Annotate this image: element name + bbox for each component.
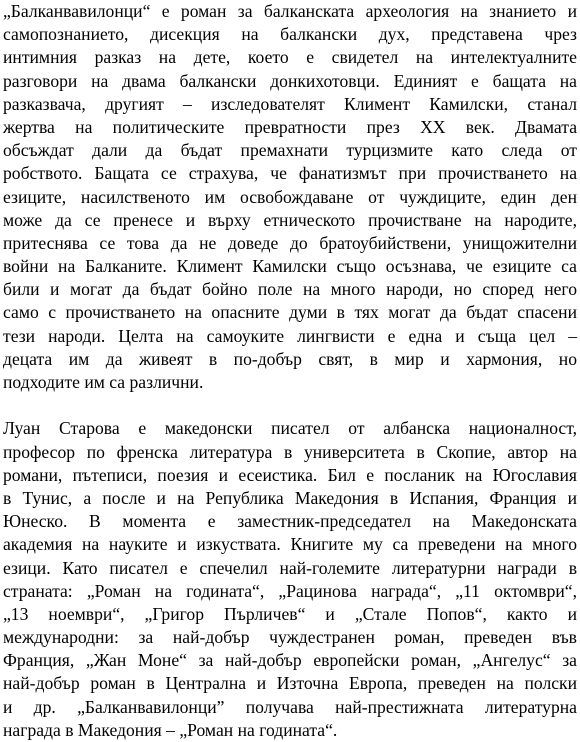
text-line: самопознанието, дисекция на балкански дух, представена чрез — [3, 24, 577, 45]
text-line: Луан Старова е македонски писател от албанска националност, — [3, 418, 577, 439]
text-line: романи, пътеписи, поезия и есеистика. Бил е посланик на Югославия — [3, 464, 577, 485]
text-line: „Балканвавилонци“ е роман за балканската археология на знанието и — [3, 1, 577, 21]
text-line: в Тунис, а после и на Република Македония в Испания, Франция и — [3, 487, 577, 508]
text-line: войни на Балканите. Климент Камилски също осъзнава, че езиците са — [3, 256, 577, 277]
text-line: най-добър роман в Централна и Източна Европа, преведен на полски — [3, 673, 577, 694]
text-line: били и могат да бъдат бойно поле на много народи, но според него — [3, 279, 577, 300]
text-line: езици. Като писател е спечелил най-големите литературни награди в — [3, 557, 577, 578]
text-line: обсъждат дали да бъдат премахнати турцизмите като следа от — [3, 140, 577, 161]
text-line: може да се пренесе и върху етническото прочистване на народите, — [3, 209, 577, 230]
text-line: разговори на двама балкански донкихотовци. Единият е бащата на — [3, 70, 577, 91]
text-line: „13 ноември“, „Григор Пърличев“ и „Стале Попов“, както и — [3, 603, 577, 624]
text-line: и др. „Балканвавилонци” получава най-престижната литературна — [3, 696, 577, 717]
text-line: награда в Македония – „Роман на годината“. — [3, 719, 338, 740]
text-line: Юнеско. В момента е заместник-председател на Македонската — [3, 511, 577, 532]
text-line: тези народи. Целта на самоуките лингвисти е една и съща цел – — [3, 325, 577, 346]
text-line: академия на науките и изкуствата. Книгите му са преведени на много — [3, 534, 577, 555]
text-line: подходите им са различни. — [3, 372, 204, 392]
text-line: децата им да живеят в по-добър свят, в мир и хармония, но — [3, 348, 577, 369]
text-line: международни: за най-добър чуждестранен роман, преведен във — [3, 627, 577, 648]
text-line: интимния разказ на дете, което е свидетел на интелектуалните — [3, 47, 577, 68]
text-line: притеснява се това да не доведе до братоубийствени, унищожителни — [3, 232, 577, 253]
text-line: жертва на политическите превратности през ХХ век. Двамата — [3, 116, 577, 137]
text-line: Франция, „Жан Моне“ за най-добър европейски роман, „Ангелус“ за — [3, 650, 577, 671]
text-line: езиците, насилственото им освобождаване от чуждиците, един ден — [3, 186, 577, 207]
text-line: страната: „Роман на годината“, „Рациновa награда“, „11 октомври“, — [3, 580, 577, 601]
text-line: разказвача, другият – изследователят Климент Камилски, станал — [3, 93, 577, 114]
text-line: само с прочистването на опасните думи в тях могат да бъдат спасени — [3, 302, 577, 323]
text-line: робството. Бащата се страхува, че фанатизмът при прочистването на — [3, 163, 577, 184]
text-line: професор по френска литература в университета в Скопие, автор на — [3, 441, 577, 462]
paragraph-author-bio — [3, 417, 577, 742]
paragraph-novel-description — [3, 0, 577, 394]
